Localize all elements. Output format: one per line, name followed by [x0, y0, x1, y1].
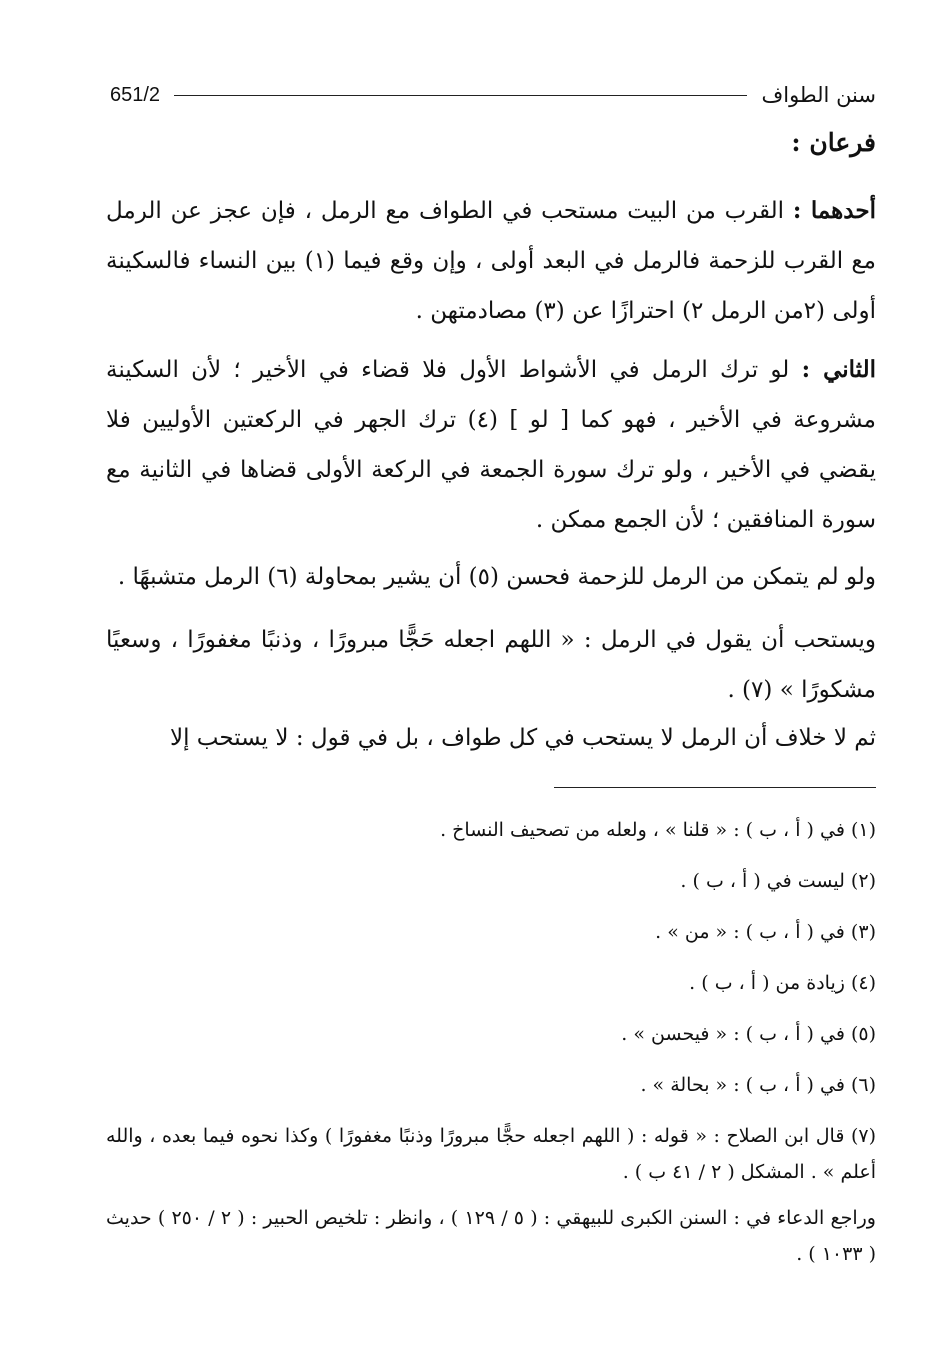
footnote: (٢) ليست في ( أ ، ب ) . — [680, 870, 876, 892]
footnote: (٤) زيادة من ( أ ، ب ) . — [689, 972, 876, 994]
header-rule — [174, 95, 747, 96]
paragraph-text: لو ترك الرمل في الأشواط الأول فلا قضاء في الأخير ؛ لأن السكينة مشروعة في الأخير ، فهو كما [ لو ] (٤) ترك الجهر في الركعتين الأوليين فلا يقضي في الأخير ، ولو ترك سورة الجمعة في الركعة الأولى قضاها في الثانية مع سورة المنافقين ؛ لأن الجمع ممكن . — [106, 357, 876, 533]
paragraph — [106, 615, 876, 715]
paragraph-second-branch — [106, 345, 876, 545]
footnote: (٦) في ( أ ، ب ) : « بحالة » . — [640, 1074, 876, 1096]
paragraph-first-branch — [106, 186, 876, 336]
paragraph-text: القرب من البيت مستحب في الطواف مع الرمل ، فإن عجز عن الرمل مع القرب للزحمة فالرمل في البعد أولى ، وإن وقع فيما (١) بين النساء فالسكينة أولى (٢من الرمل ٢) احترازًا عن (٣) مصادمتهن . — [106, 198, 876, 324]
page-number: 651/2 — [110, 83, 161, 106]
running-title: سنن الطواف — [761, 83, 876, 107]
paragraph-lead: أحدهما : — [792, 197, 876, 224]
section-title: فرعان : — [791, 128, 876, 157]
footnote: (١) في ( أ ، ب ) : « قلنا » ، ولعله من تصحيف النساخ . — [440, 819, 876, 841]
footnote-separator — [554, 787, 876, 788]
footnote: (٧) قال ابن الصلاح : « قوله : ( اللهم اجعله حجًّا مبرورًا وذنبًا مغفورًا ) وكذا نحوه فيما بعده ، والله أعلم » . المشكل ( ٢ / ٤١ ب ) . — [106, 1125, 876, 1183]
footnote: (٥) في ( أ ، ب ) : « فيحسن » . — [621, 1023, 876, 1045]
footnote: (٣) في ( أ ، ب ) : « من » . — [655, 921, 876, 943]
paragraph — [106, 713, 876, 763]
paragraph-text: ويستحب أن يقول في الرمل : « اللهم اجعله حَجًّا مبرورًا ، وذنبًا مغفورًا ، وسعيًا مشكورًا » (٧) . — [106, 627, 876, 703]
paragraph-text: ولو لم يتمكن من الرمل للزحمة فحسن (٥) أن يشير بمحاولة (٦) الرمل متشبهًا . — [117, 564, 876, 590]
footnote-continuation: وراجع الدعاء في : السنن الكبرى للبيهقي : ( ٥ / ١٢٩ ) ، وانظر : تلخيص الحبير : ( ٢ / ٢٥٠ ) حديث ( ١٠٣٣ ) . — [106, 1207, 876, 1265]
footnotes — [106, 812, 876, 1287]
paragraph-lead: الثاني : — [801, 356, 876, 383]
paragraph — [106, 552, 876, 602]
page-header — [110, 78, 876, 112]
paragraph-text: ثم لا خلاف أن الرمل لا يستحب في كل طواف ، بل في قول : لا يستحب إلا — [169, 725, 876, 751]
